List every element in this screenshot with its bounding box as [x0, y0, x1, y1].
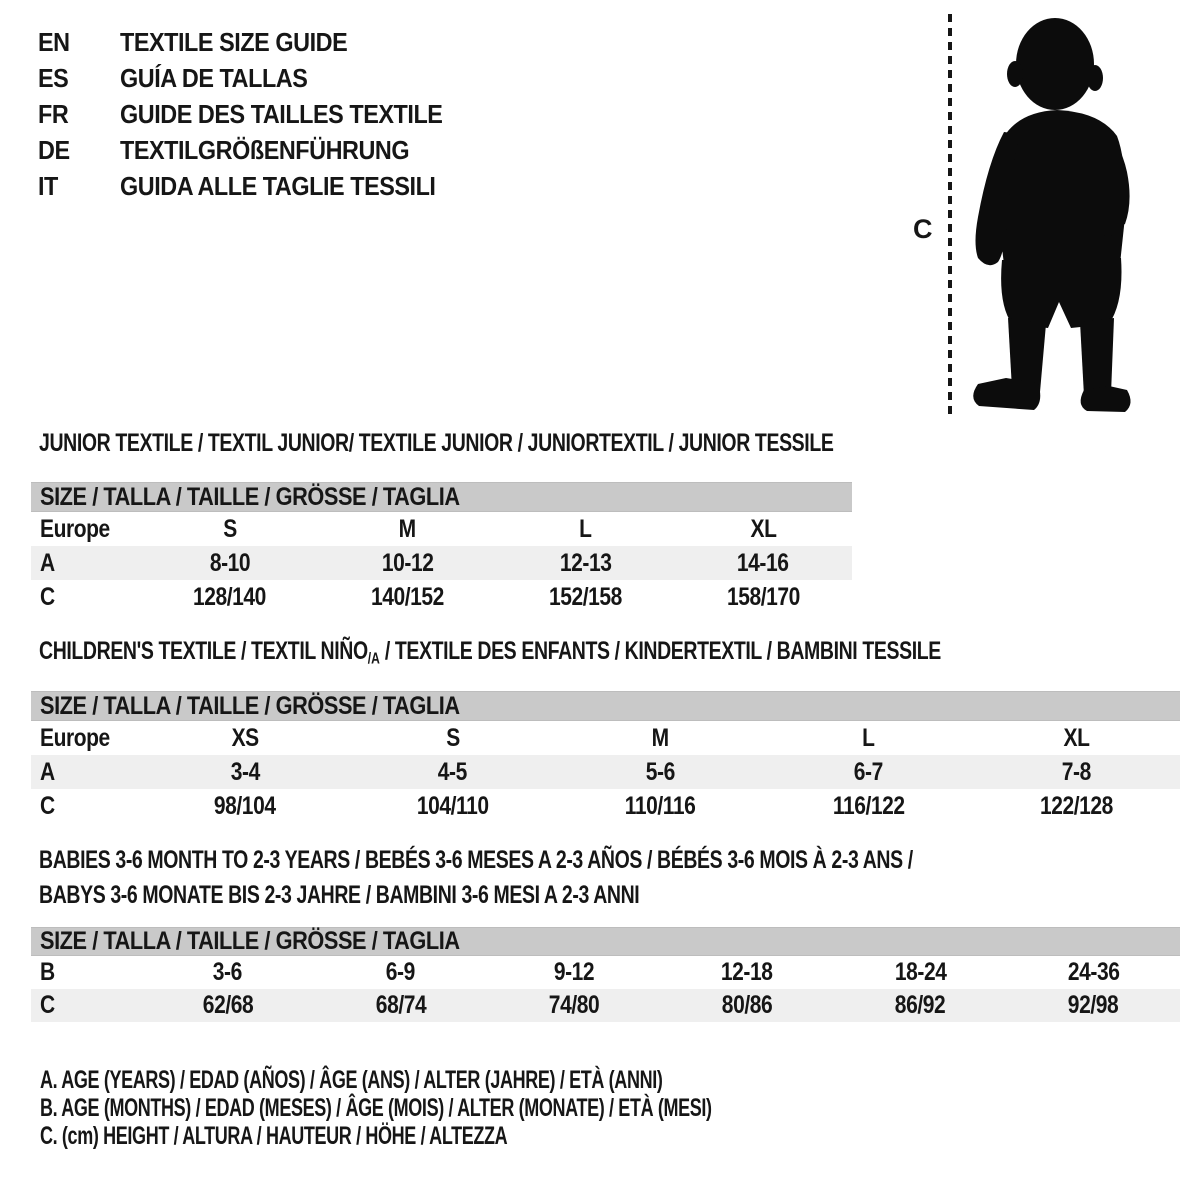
- children-section-title: CHILDREN'S TEXTILE / TEXTIL NIÑO/A / TEXTILE DES ENFANTS / KINDERTEXTIL / BAMBINI TESSILE: [39, 637, 941, 668]
- junior-section-title: JUNIOR TEXTILE / TEXTIL JUNIOR/ TEXTILE JUNIOR / JUNIORTEXTIL / JUNIOR TESSILE: [39, 429, 834, 457]
- junior-size-table: [31, 482, 852, 614]
- legend-line-a: A. AGE (YEARS) / EDAD (AÑOS) / ÂGE (ANS) / ALTER (JAHRE) / ETÀ (ANNI): [40, 1065, 663, 1094]
- language-row-it: [38, 168, 478, 204]
- table-row: A 3-4 4-5 5-6 6-7 7-8: [31, 755, 1180, 789]
- toddler-silhouette: [962, 12, 1158, 418]
- language-row-de: [38, 132, 478, 168]
- children-size-table: [31, 691, 1180, 823]
- legend-line-c: C. (cm) HEIGHT / ALTURA / HAUTEUR / HÖHE / ALTEZZA: [40, 1121, 508, 1150]
- guide-title-es: GUÍA DE TALLAS: [120, 62, 308, 93]
- table-row: Europe S M L XL: [40, 514, 777, 543]
- children-size-header: SIZE / TALLA / TAILLE / GRÖSSE / TAGLIA: [31, 691, 1180, 721]
- guide-title-fr: GUIDE DES TAILLES TEXTILE: [120, 98, 443, 129]
- junior-size-header: SIZE / TALLA / TAILLE / GRÖSSE / TAGLIA: [31, 482, 852, 512]
- language-code: DE: [38, 134, 70, 165]
- table-row: C 98/104 104/110 110/116 116/122 122/128: [40, 791, 1113, 820]
- table-row: A 8-10 10-12 12-13 14-16: [31, 546, 852, 580]
- language-code: EN: [38, 26, 70, 57]
- guide-title-it: GUIDA ALLE TAGLIE TESSILI: [120, 170, 436, 201]
- guide-title-en: TEXTILE SIZE GUIDE: [120, 26, 348, 57]
- language-code: ES: [38, 62, 69, 93]
- table-row: C 62/68 68/74 74/80 80/86 86/92 92/98: [31, 989, 1180, 1022]
- measurement-legend: [40, 1066, 973, 1150]
- language-row-es: [38, 60, 478, 96]
- language-row-en: [38, 24, 478, 60]
- babies-size-table: [31, 927, 1180, 1022]
- guide-title-de: TEXTILGRÖßENFÜHRUNG: [120, 134, 410, 165]
- language-code: FR: [38, 98, 69, 129]
- nino-a-subscript: /A: [367, 650, 380, 668]
- language-title-list: [38, 24, 478, 204]
- table-row: Europe XS S M L XL: [40, 723, 1090, 752]
- language-code: IT: [38, 170, 58, 201]
- legend-line-b: B. AGE (MONTHS) / EDAD (MESES) / ÂGE (MOIS) / ALTER (MONATE) / ETÀ (MESI): [40, 1093, 712, 1122]
- height-measure-dashed-line: [948, 14, 952, 416]
- language-row-fr: [38, 96, 478, 132]
- babies-section-title: BABIES 3-6 MONTH TO 2-3 YEARS / BEBÉS 3-6 MESES A 2-3 AÑOS / BÉBÉS 3-6 MOIS À 2-3 ANS / BABYS 3-6 MONATE BIS 2-3 JAHRE / BAMBINI 3-6 MESI A 2-3 ANNI: [39, 846, 913, 909]
- table-row: B 3-6 6-9 9-12 12-18 18-24 24-36: [40, 958, 1120, 986]
- table-row: C 128/140 140/152 152/158 158/170: [40, 582, 800, 611]
- babies-size-header: SIZE / TALLA / TAILLE / GRÖSSE / TAGLIA: [31, 927, 1180, 956]
- height-measure-label: C: [913, 214, 933, 244]
